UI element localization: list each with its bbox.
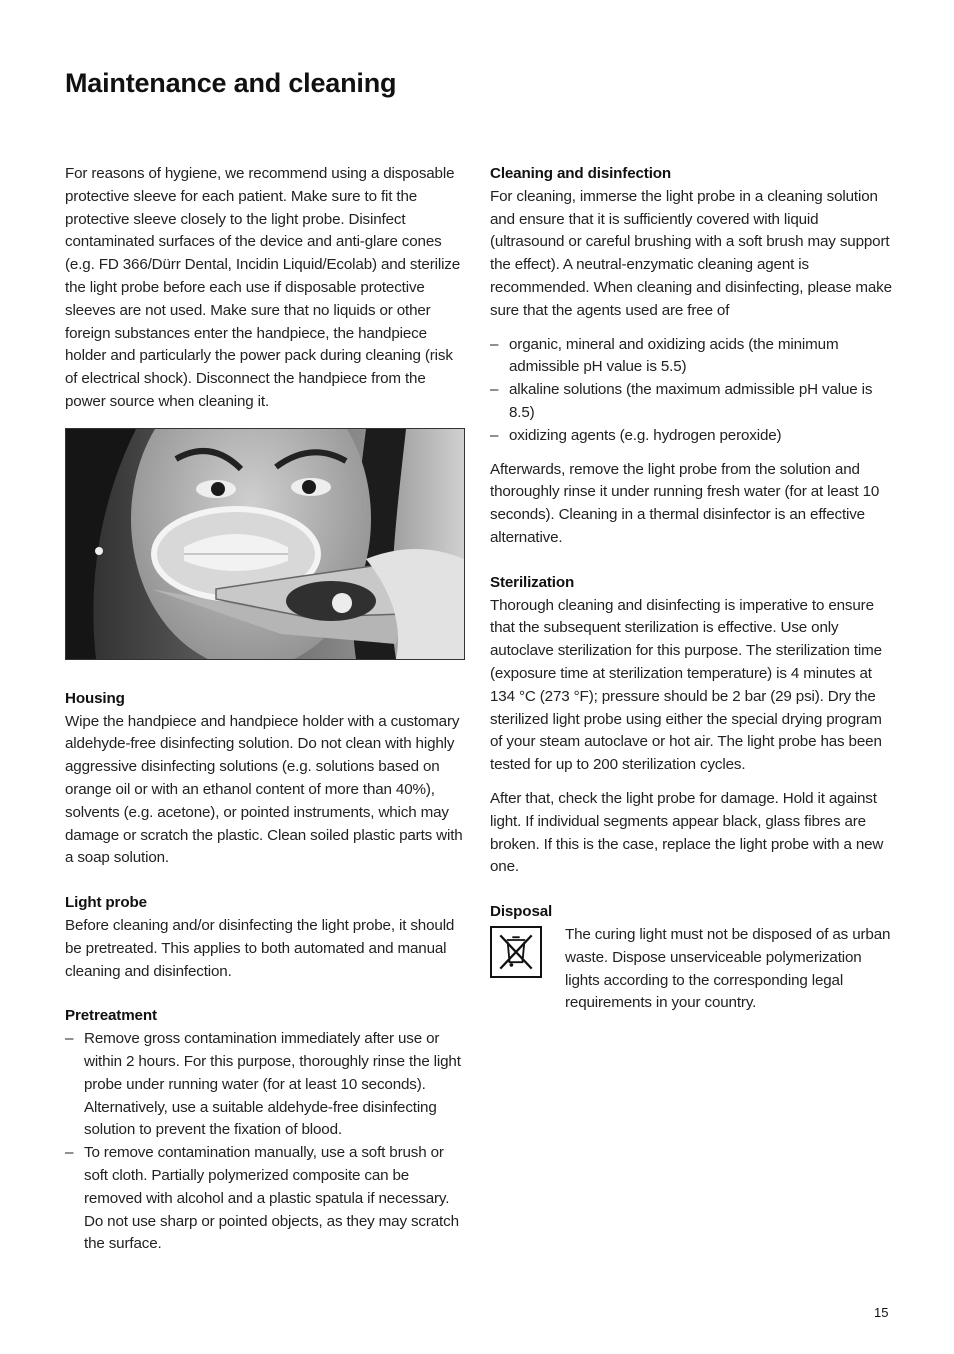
list-item: – To remove contamination manually, use a soft brush or soft cloth. Partially polymerized composite can be removed with alcohol and a plastic spatula if necessary. Do not use sharp or pointed objects, as they may scratch the surface. <box>65 1144 459 1253</box>
patient-photo <box>65 428 465 660</box>
afterwards-paragraph: Afterwards, remove the light probe from the solution and thoroughly rinse it under running fresh water (for at least 10 seconds). Cleaning in a thermal disinfector is an effective alternative. <box>490 460 880 546</box>
list-item: – organic, mineral and oxidizing acids (the minimum admissible pH value is 5.5) <box>490 335 839 376</box>
disposal-row <box>490 924 892 1015</box>
page-title: Maintenance and cleaning <box>65 68 397 98</box>
light-probe-heading: Light probe <box>65 894 147 912</box>
disposal-paragraph: The curing light must not be disposed of as urban waste. Dispose unserviceable polymerization lights according to the corresponding legal requirements in your country. <box>565 925 891 1012</box>
left-column <box>65 163 467 1256</box>
housing-heading: Housing <box>65 689 125 707</box>
list-item: – Remove gross contamination immediately after use or within 2 hours. For this purpose, thoroughly rinse the light probe under running water (for at least 10 seconds). Alternatively, use a suitable aldehyde-free disinfecting solution to prevent the fixation of blood. <box>65 1030 461 1139</box>
intro-paragraph: For reasons of hygiene, we recommend using a disposable protective sleeve for each patient. Make sure to fit the protective sleeve closely to the light probe. Disinfect contaminated surfaces of the device and anti-glare cones (e.g. FD 366/Dürr Dental, Incidin Liquid/Ecolab) and sterilize the light probe before each use if disposable protective sleeves are not used. Make sure that no liquids or other foreign substances enter the handpiece, the handpiece holder and particularly the power pack during cleaning (risk of electrical shock). Disconnect the handpiece from the power source when cleaning it. <box>65 165 461 410</box>
page-number: 15 <box>874 1305 889 1320</box>
list-item: – oxidizing agents (e.g. hydrogen peroxide) <box>490 426 782 444</box>
pretreatment-heading: Pretreatment <box>65 1007 157 1025</box>
crossed-out-bin-icon <box>490 926 542 978</box>
sterilization-heading: Sterilization <box>490 573 575 591</box>
disposal-heading: Disposal <box>490 903 553 921</box>
pretreatment-list <box>65 1028 467 1256</box>
free-of-list <box>490 334 892 448</box>
cleaning-paragraph: For cleaning, immerse the light probe in a cleaning solution and ensure that it is sufficiently covered with liquid (ultrasound or careful brushing with a soft brush may support the effect). A neutral-enzymatic cleaning agent is recommended. When cleaning and disinfecting, please make sure that the agents used are free of <box>490 187 892 319</box>
cleaning-heading: Cleaning and disinfection <box>490 165 672 182</box>
damage-check-paragraph: After that, check the light probe for damage. Hold it against light. If individual segments appear black, glass fibres are broken. If this is the case, replace the light probe with a new one. <box>490 789 884 876</box>
sterilization-paragraph: Thorough cleaning and disinfecting is imperative to ensure that the subsequent sterilization is effective. Use only autoclave sterilization for this purpose. The sterilization time (exposure time at sterilization temperature) is 4 minutes at 134 °C (273 °F); pressure should be 2 bar (29 psi). Dry the sterilized light probe using either the special drying program of your steam autoclave or hot air. The light probe has been tested for up to 200 sterilization cycles. <box>490 596 882 774</box>
right-column <box>490 163 892 1015</box>
housing-paragraph: Wipe the handpiece and handpiece holder with a customary aldehyde-free disinfecting solution. Do not clean with highly aggressive disinfecting solutions (e.g. solutions based on orange oil or with an ethanol content of more than 40%), solvents (e.g. acetone), or pointed instruments, which may damage or scratch the plastic. Clean soiled plastic parts with a soap solution. <box>65 712 463 867</box>
list-item: – alkaline solutions (the maximum admissible pH value is 8.5) <box>490 381 873 421</box>
light-probe-paragraph: Before cleaning and/or disinfecting the light probe, it should be pretreated. This applies to both automated and manual cleaning and disinfection. <box>65 916 455 980</box>
